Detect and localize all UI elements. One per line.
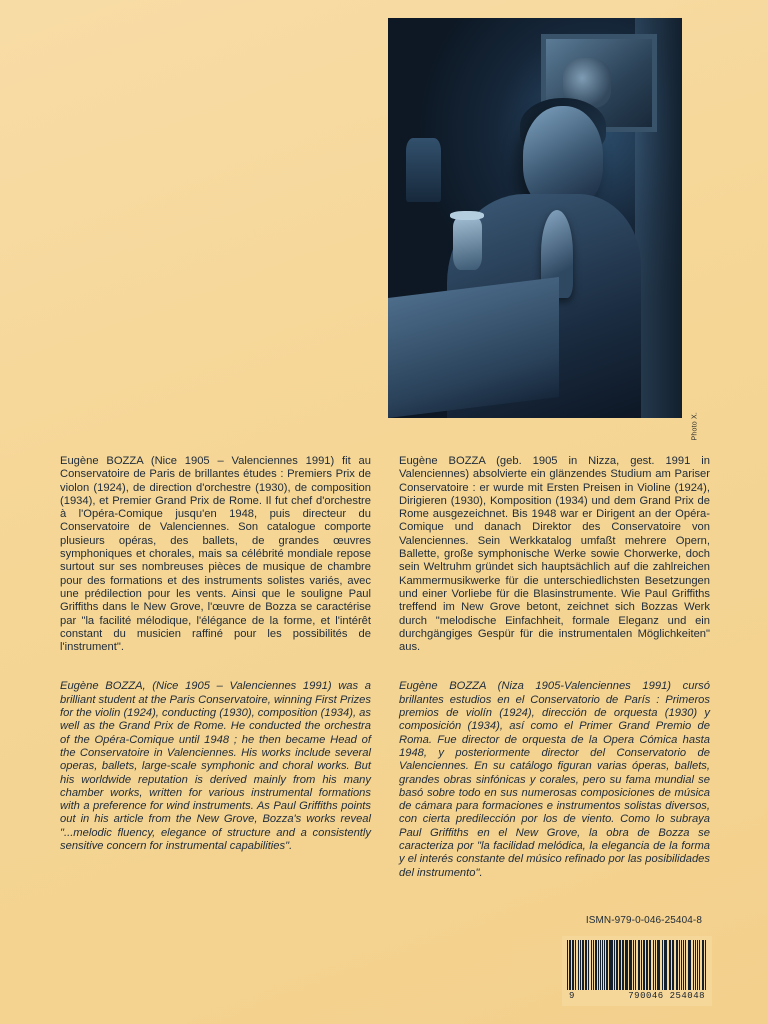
barcode-main-digits: 790046 254048 <box>628 991 705 1001</box>
photo-lamp <box>406 138 441 202</box>
left-column <box>60 455 371 906</box>
barcode-digits <box>567 990 707 1001</box>
ismn-label: ISMN-979-0-046-25404-8 <box>585 915 702 926</box>
photo-image <box>388 18 682 418</box>
barcode <box>562 936 712 1006</box>
barcode-left-digit: 9 <box>569 991 575 1001</box>
barcode-bars <box>567 940 707 990</box>
composer-photo <box>388 18 698 441</box>
right-column <box>399 455 710 906</box>
biography-english: Eugène BOZZA, (Nice 1905 – Valenciennes 1991) was a brilliant student at the Paris Conservatoire, winning First Prizes for the violin (1924), conducting (1930), composition (1934), as well as the Grand Prix de Rome. He conducted the orchestra of the Opéra-Comique until 1948 ; he then became Head of the Conservatoire in Valenciennes. His works include several operas, ballets, large-scale symphonic and choral works. But his worldwide reputation is derived mainly from his many chamber works, written for various instrumental formations with a preference for wind instruments. As Paul Griffiths points out in his article from the New Grove, Bozza's works reveal "...melodic fluency, elegance of structure and a consistently sensitive concern for instrumental capabilities". <box>60 680 371 853</box>
biography-german: Eugène BOZZA (geb. 1905 in Nizza, gest. 1991 in Valenciennes) absolvierte ein glänzendes Studium am Pariser Conservatoire : er wurde mit Ersten Preisen in Violine (1924), Dirigieren (1930), Komposition (1934) und dem Grand Prix de Rome ausgezeichnet. Bis 1948 war er Dirigent an der Opéra-Comique und danach Direktor des Conservatoire von Valenciennes. Sein Werkkatalog umfaßt mehrere Opern, Ballette, große symphonische Werke sowie Chorwerke, doch sein Weltruhm gründet sich hauptsächlich auf die zahlreichen Kammermusikwerke für die unterschiedlichsten Besetzungen und einer Vorliebe für die Blasinstrumente. Wie Paul Griffiths treffend im New Grove betont, zeichnet sich Bozzas Werk durch "melodische Einfachheit, formale Eleganz und ein durchgängiges Gespür für die instrumentalen Möglichkeiten" aus. <box>399 455 710 654</box>
photo-jar <box>453 218 482 270</box>
photo-credit-label: Photo X. <box>691 412 698 441</box>
photo-desk <box>388 277 559 418</box>
biography-columns <box>60 455 710 906</box>
biography-french: Eugène BOZZA (Nice 1905 – Valenciennes 1991) fit au Conservatoire de Paris de brillantes études : Premiers Prix de violon (1924), de direction d'orchestre (1930), de composition (1934), et Premier Grand Prix de Rome. Il fut chef d'orchestre à l'Opéra-Comique jusqu'en 1948, puis directeur du Conservatoire de Valenciennes. Son catalogue comporte plusieurs opéras, des ballets, de grandes œuvres symphoniques et chorales, mais sa célébrité mondiale repose surtout sur ses nombreuses pièces de musique de chambre pour des formations et des instruments solistes variés, avec une prédilection pour les vents. Ainsi que le souligne Paul Griffiths dans le New Grove, l'œuvre de Bozza se caractérise par "la facilité mélodique, l'élégance de la forme, et l'intérêt constant du musicien raffiné pour les possibilités de l'instrument". <box>60 455 371 654</box>
biography-spanish: Eugène BOZZA (Niza 1905-Valenciennes 1991) cursó brillantes estudios en el Conservatorio de París : Primeros premios de violín (1924), dirección de orquesta (1930) y composición (1934), así como el Primer Grand Premio de Roma. Fue director de orquesta de la Opera Cómica hasta 1948, y posteriormente director del Conservatorio de Valenciennes. En su catálogo figuran varias óperas, ballets, grandes obras sinfónicas y corales, pero su fama mundial se basó sobre todo en sus numerosas composiciones de música de cámara para formaciones e instrumentos solistas diversos, con cierta predilección por los de viento. Como lo subraya Paul Griffiths en el New Grove, la obra de Bozza se caracteriza por "la facilidad melódica, la elegancia de la forma y el interés constante del músico refinado por las posibilidades del instrumento". <box>399 680 710 879</box>
